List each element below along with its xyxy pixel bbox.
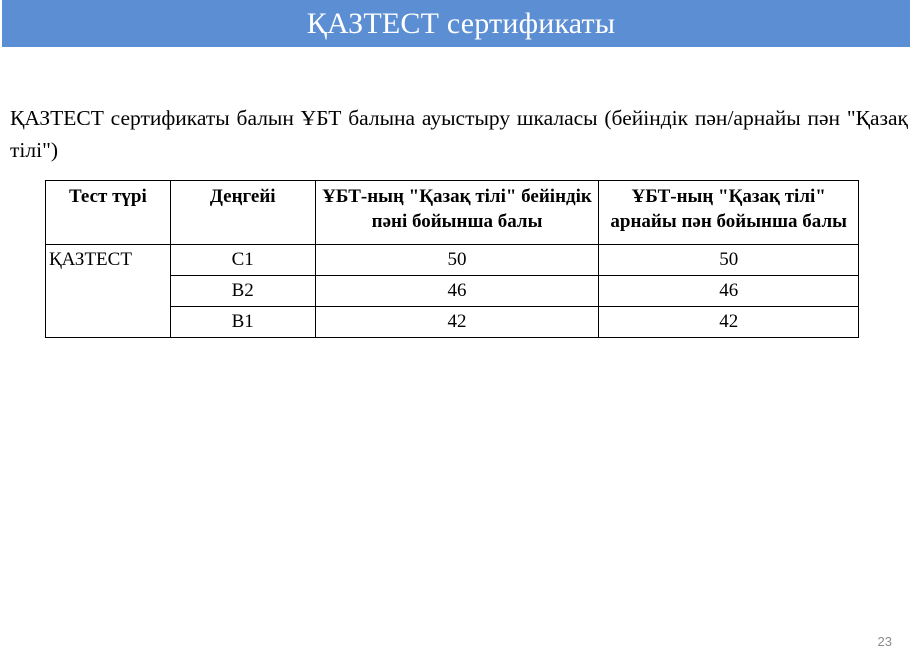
conversion-table (45, 180, 859, 338)
subject-score-cell: 50 (315, 245, 599, 276)
header-subject-score: ҰБТ-ның "Қазақ тілі" бейіндік пәні бойынша балы (315, 181, 599, 245)
level-cell: В2 (170, 276, 315, 307)
special-score-cell: 46 (599, 276, 859, 307)
intro-paragraph: ҚАЗТЕСТ сертификаты балын ҰБТ балына ауыстыру шкаласы (бейіндік пән/арнайы пән "Қазақ тілі") (10, 105, 908, 162)
header-level: Деңгейі (170, 181, 315, 245)
slide-title: ҚАЗТЕСТ сертификаты (306, 6, 616, 40)
page-number: 23 (877, 634, 892, 649)
level-cell: С1 (170, 245, 315, 276)
subject-score-cell: 42 (315, 307, 599, 338)
table-row (46, 245, 859, 276)
test-type-cell: ҚАЗТЕСТ (46, 245, 171, 338)
level-cell: В1 (170, 307, 315, 338)
special-score-cell: 42 (599, 307, 859, 338)
title-bar (2, 0, 910, 47)
table-header-row (46, 181, 859, 245)
special-score-cell: 50 (599, 245, 859, 276)
subject-score-cell: 46 (315, 276, 599, 307)
header-special-score: ҰБТ-ның "Қазақ тілі" арнайы пән бойынша балы (599, 181, 859, 245)
header-test-type: Тест түрі (46, 181, 171, 245)
